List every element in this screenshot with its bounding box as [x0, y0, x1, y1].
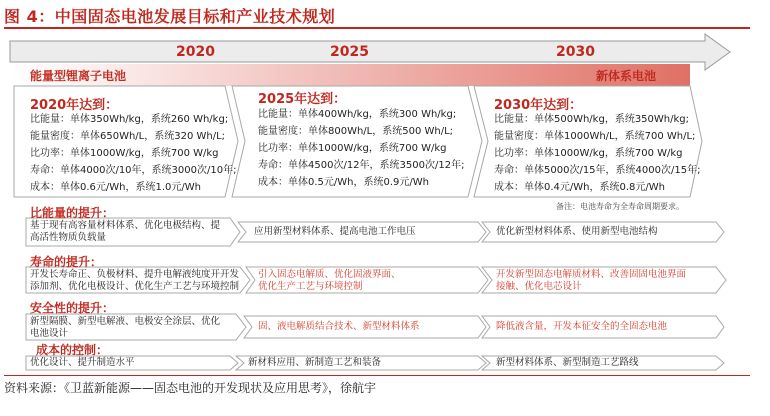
stage-2025-specs	[258, 106, 464, 191]
section-3-cell-2020	[30, 316, 236, 340]
source-note: 资料来源：《卫蓝新能源——固态电池的开发现状及应用思考》，徐航宇	[4, 381, 377, 395]
stage-2030-heading: 2030年达到：	[494, 98, 583, 113]
spec-line: 寿命：单体4000次/10年，系统3000次/10年;	[30, 165, 237, 176]
section-3-cell-2025: 固、液电解质结合技术、新型材料体系	[258, 321, 420, 332]
section-4-cell-2030: 新型材料体系、新型制造工艺路线	[496, 357, 639, 368]
figure-title: 图 4：中国固态电池发展目标和产业技术规划	[4, 7, 336, 26]
section-specific-energy-heading: 比能量的提升：	[30, 206, 115, 220]
spec-line: 比能量：单体350Wh/kg，系统260 Wh/kg;	[30, 114, 229, 125]
spec-line: 能量密度：单体650Wh/L，系统320 Wh/L;	[30, 131, 226, 142]
section-1-cell-2020	[30, 220, 230, 244]
section-cost-heading: 成本的控制：	[36, 343, 109, 357]
stage-2020-heading: 2020年达到：	[30, 98, 119, 113]
stage-2030-specs	[494, 111, 700, 196]
new-system-battery-label: 新体系电池	[596, 69, 657, 83]
cell-line: 添加剂、优化电极设计、优化生产工艺与环境控制	[30, 281, 240, 292]
cell-line: 接触、优化电芯设计	[496, 281, 582, 292]
cell-line: 引入固态电解质、优化固液界面、	[258, 269, 401, 280]
timeline-year-2020: 2020	[176, 44, 215, 60]
section-2-cell-2030	[496, 269, 686, 293]
timeline-year-2030: 2030	[556, 44, 595, 60]
spec-line: 成本：单体0.5元/Wh，系统0.9元/Wh	[258, 177, 429, 188]
section-3-cell-2030: 降低液含量，开发本征安全的全固态电池	[496, 321, 668, 332]
spec-line: 能量密度：单体1000Wh/L，系统700 Wh/L;	[494, 131, 696, 142]
spec-line: 比能量：单体400Wh/kg，系统300 Wh/kg;	[258, 109, 457, 120]
section-safety-heading: 安全性的提升：	[30, 301, 115, 315]
section-2-cell-2020	[30, 269, 240, 293]
section-1-cell-2025: 应用新型材料体系、提高电池工作电压	[254, 226, 416, 237]
stage-2025-heading: 2025年达到：	[258, 92, 347, 107]
stage-2030-note: 备注：电池寿命为全寿命周期要求。	[556, 202, 684, 211]
spec-line: 成本：单体0.6元/Wh，系统1.0元/Wh	[30, 182, 201, 193]
spec-line: 能量密度：单体800Wh/L，系统500 Wh/L;	[258, 126, 454, 137]
section-lifespan-heading: 寿命的提升：	[30, 255, 103, 269]
cell-line: 优化生产工艺与环境控制	[258, 281, 363, 292]
spec-line: 寿命：单体4500次/12年，系统3500次/12年;	[258, 160, 465, 171]
section-1-cell-2030: 优化新型材料体系、使用新型电池结构	[496, 226, 658, 237]
spec-line: 寿命：单体5000次/15年，系统4000次/15年;	[494, 165, 701, 176]
cell-line: 开发新型固态电解质材料、改善固固电池界面	[496, 269, 687, 280]
source-rule	[4, 375, 750, 376]
cell-line: 基于现有高容量材料体系、优化电极结构、提	[30, 220, 221, 231]
stage-2020-specs	[30, 111, 236, 196]
cell-line: 开发长寿命正、负极材料、提升电解液纯度开开发	[30, 269, 240, 280]
cell-line: 电池设计	[30, 328, 69, 339]
spec-line: 比功率：单体1000W/kg，系统700 W/kg	[30, 148, 219, 159]
spec-line: 比能量：单体500Wh/kg，系统350Wh/kg;	[494, 114, 690, 125]
spec-line: 比功率：单体1000W/kg，系统700 W/kg	[494, 148, 683, 159]
section-2-cell-2025	[258, 269, 401, 293]
spec-line: 成本：单体0.4元/Wh，系统0.8元/Wh	[494, 182, 665, 193]
spec-line: 比功率：单体1000W/kg，系统700 W/kg	[258, 143, 447, 154]
cell-line: 高活性物质负载量	[30, 232, 107, 243]
section-4-cell-2025: 新材料应用、新制造工艺和装备	[248, 357, 382, 368]
timeline-year-2025: 2025	[330, 44, 369, 60]
energy-battery-label: 能量型锂离子电池	[30, 69, 127, 83]
cell-line: 新型隔膜、新型电解液、电极安全涂层、优化	[30, 316, 221, 327]
section-4-cell-2020: 优化设计、提升制造水平	[30, 357, 135, 368]
